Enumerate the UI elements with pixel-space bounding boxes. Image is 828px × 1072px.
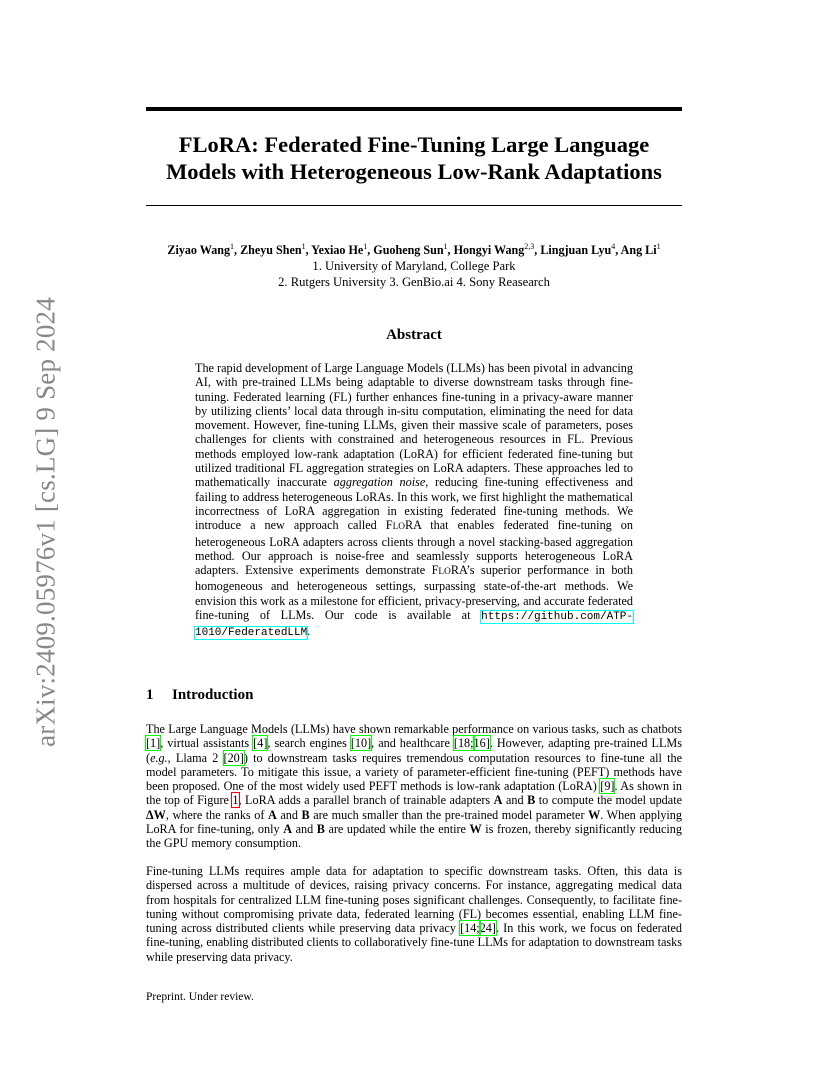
abstract-body	[195, 361, 633, 641]
author-affiliation-mark: 4	[611, 242, 616, 251]
math-symbol: A	[493, 793, 503, 808]
abstract-text: RA’s superior performance in both homogeneous and heterogeneous settings, surpassing state-of-the-art methods. We envision this work as a milestone for efficient, privacy-preserving, and accurate federated fine-tuning of LLMs. Our code is available at	[195, 563, 633, 623]
citation-link[interactable]: 24]	[479, 921, 496, 936]
abstract-text: The rapid development of Large Language Models (LLMs) has been pivotal in advancing AI, with pre-trained LLMs being adaptable to diverse downstream tasks through fine-tuning. Federated learning (FL) further enhances fine-tuning in a privacy-aware manner by utilizing clients’ local data through in-situ computation, eliminating the need for data movement. However, fine-tuning LLMs, given their massive scale of parameters, poses challenges for clients with constrained and heterogeneous resources in FL. Previous methods employed low-rank adaptation (LoRA) for efficient federated fine-tuning but utilized traditional FL aggregation strategies on LoRA adapters. These approaches led to mathematically inaccurate	[195, 361, 633, 490]
body-text: The Large Language Models (LLMs) have shown remarkable performance on various tasks, such as chatbots	[146, 722, 682, 736]
author-separator: ,	[534, 243, 541, 257]
abstract-heading: Abstract	[386, 327, 442, 343]
affiliation-line-2: 2. Rutgers University 3. GenBio.ai 4. Sony Reasearch	[278, 275, 550, 289]
body-text: , LoRA adds a parallel branch of trainable adapters	[238, 793, 494, 808]
section-title: Introduction	[172, 687, 254, 703]
intro-paragraph-2	[146, 864, 682, 964]
body-text: are much smaller than the pre-trained model parameter	[309, 807, 589, 822]
title-rule-bottom	[146, 205, 682, 206]
paper-title	[146, 131, 682, 185]
body-text: ) to downstream tasks requires tremendous computation resources to fine-tune all the model parameters. To mitigate this issue, a variety of parameter-efficient fine-tuning (PEFT) methods have been proposed. One of the most widely used PEFT methods is low-rank adaptation (LoRA)	[146, 750, 682, 794]
author-block	[120, 242, 708, 290]
body-text: . In this work, we focus on federated fine-tuning, enabling distributed clients to collaboratively fine-tune LLMs for adaptation to downstream tasks while preserving data privacy.	[146, 921, 682, 964]
author-affiliation-mark: 1	[230, 242, 235, 251]
author-affiliation-mark: 1	[301, 242, 306, 251]
body-text: and	[502, 793, 528, 808]
figure-reference-link[interactable]: 1	[232, 793, 239, 808]
body-text: Fine-tuning LLMs requires ample data for adaptation to specific downstream tasks. Often, this data is dispersed across a multitude of devices, raising privacy concerns. For instance, aggregating medical data from hospitals for centralized LLM fine-tuning poses significant challenges. Consequently, to facilitate fine-tuning without compromising private data, federated learning (FL) becomes essential, enabling LLM fine-tuning across distributed clients while preserving data privacy	[146, 864, 682, 936]
abstract-text: RA that enables federated fine-tuning on heterogeneous LoRA adapters across clients through a novel stacking-based aggregation method. Our approach is noise-free and seamlessly supports heterogeneous LoRA adapters. Extensive experiments demonstrate F	[195, 518, 633, 578]
code-repository-link[interactable]: https://github.com/ATP-1010/FederatedLLM	[195, 611, 633, 640]
math-symbol: W	[588, 807, 601, 822]
body-text: , virtual assistants	[160, 736, 254, 751]
body-text: . When applying LoRA for fine-tuning, only	[146, 807, 682, 837]
math-symbol: ΔW	[146, 807, 166, 822]
citation-link[interactable]: [4]	[253, 736, 268, 751]
author-name: Yexiao He	[311, 243, 364, 257]
math-symbol: W	[469, 822, 482, 837]
author-affiliation-mark: 1	[443, 242, 448, 251]
body-text: . However, adapting pre-trained LLMs (	[146, 736, 682, 765]
author-separator: ,	[615, 243, 621, 257]
title-rule-top	[146, 107, 682, 111]
math-symbol: B	[301, 807, 310, 822]
section-heading	[146, 687, 253, 704]
title-line-1: FLoRA: Federated Fine-Tuning Large Language	[178, 132, 650, 157]
citation-link[interactable]: 16]	[473, 736, 490, 751]
math-symbol: B	[316, 822, 325, 837]
body-text: are updated while the entire	[324, 822, 470, 837]
author-name: Zheyu Shen	[240, 243, 302, 257]
author-name: Ziyao Wang	[167, 243, 231, 257]
abstract-emphasis: aggregation noise	[333, 475, 426, 490]
math-symbol: A	[267, 807, 277, 822]
citation-link[interactable]: [1]	[146, 736, 161, 751]
affiliation-line-1: 1. University of Maryland, College Park	[312, 259, 516, 273]
body-text: . As shown in the top of Figure	[146, 779, 682, 808]
author-name: Lingjuan Lyu	[540, 243, 612, 257]
author-name: Ang Li	[620, 243, 657, 257]
method-name-smallcaps: LO	[438, 567, 451, 578]
citation-link[interactable]: [10]	[350, 736, 372, 751]
author-name: Hongyi Wang	[453, 243, 525, 257]
section-number: 1	[146, 687, 154, 703]
body-text: and	[276, 807, 302, 822]
body-text: is frozen, thereby significantly reducing the GPU memory consumption.	[146, 822, 682, 851]
footer-note: Preprint. Under review.	[146, 991, 254, 1003]
arxiv-identifier: arXiv:2409.05976v1 [cs.LG] 9 Sep 2024	[30, 297, 61, 747]
body-text: , and healthcare	[371, 736, 454, 751]
citation-link[interactable]: [18;	[453, 736, 474, 751]
citation-link[interactable]: [14;	[460, 921, 480, 936]
body-text: and	[292, 822, 317, 837]
author-separator: ,	[234, 243, 241, 257]
body-text: to compute the model update	[535, 793, 682, 808]
body-text: , where the ranks of	[165, 807, 268, 822]
abstract-text: .	[307, 624, 311, 639]
author-names	[120, 242, 708, 258]
abstract-text: , reducing fine-tuning effectiveness and failing to address heterogeneous LoRAs. In this work, we first highlight the mathematical incorrectness of LoRA aggregation in existing federated fine-tuning methods. We introduce a new approach called F	[195, 475, 633, 533]
citation-link[interactable]: [9]	[600, 779, 615, 794]
author-separator: ,	[367, 243, 374, 257]
citation-link[interactable]: [20]	[223, 750, 244, 765]
author-separator: ,	[305, 243, 312, 257]
author-affiliation-mark: 1	[656, 242, 661, 251]
math-symbol: A	[283, 822, 292, 837]
title-line-2: Models with Heterogeneous Low-Rank Adaptations	[166, 159, 662, 184]
author-separator: ,	[447, 243, 454, 257]
author-affiliation-mark: 1	[363, 242, 368, 251]
body-text: , Llama 2	[167, 750, 224, 765]
body-emphasis: e.g.	[150, 750, 168, 765]
method-name-smallcaps: LO	[392, 522, 405, 533]
author-name: Guoheng Sun	[373, 243, 444, 257]
intro-paragraph-1	[146, 722, 682, 851]
author-affiliation-mark: 2,3	[524, 242, 535, 251]
body-text: , search engines	[267, 736, 351, 751]
math-symbol: B	[527, 793, 536, 808]
